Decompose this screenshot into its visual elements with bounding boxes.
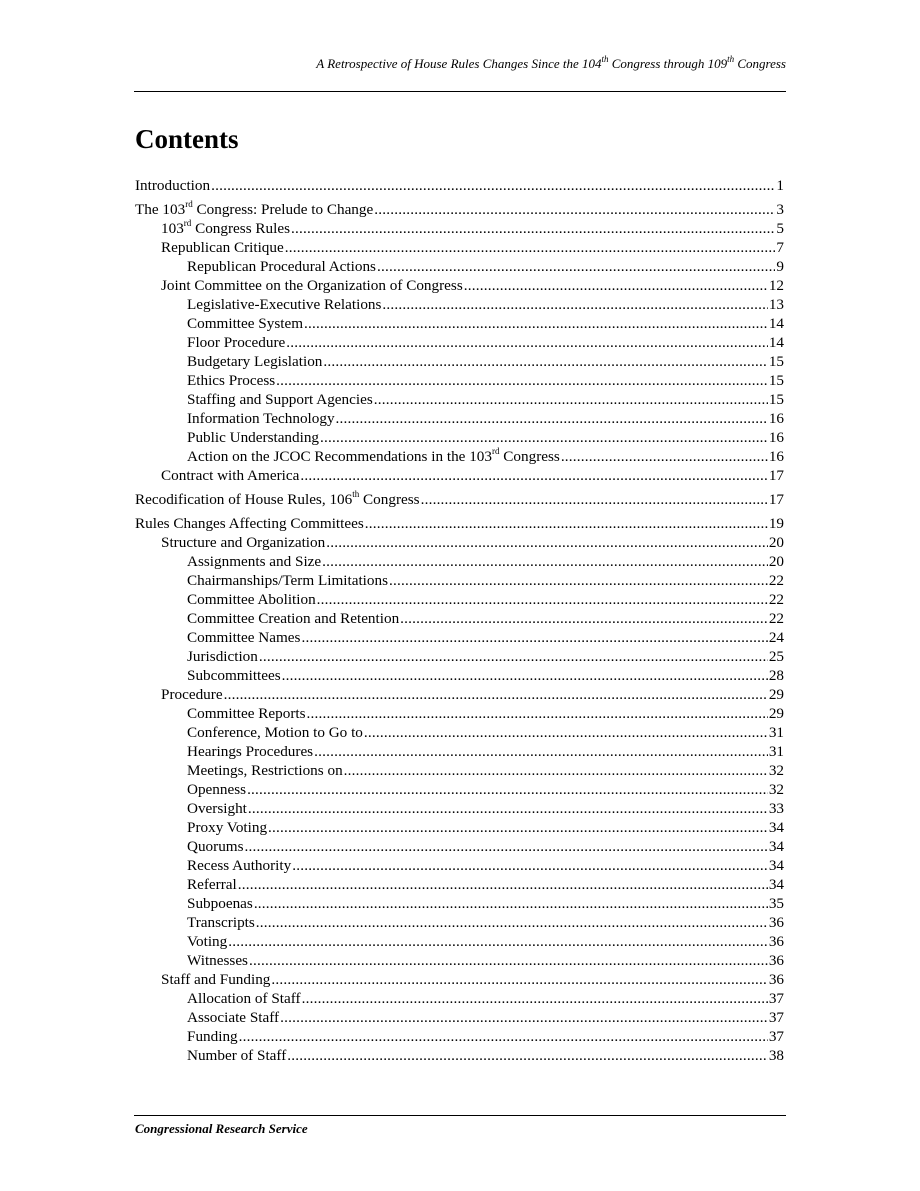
toc-entry-label bbox=[187, 780, 246, 799]
text-segment: 103 bbox=[161, 220, 184, 237]
toc-page-number: 12 bbox=[768, 277, 784, 294]
toc-page-number: 38 bbox=[768, 1047, 784, 1064]
toc-entry-label bbox=[187, 295, 381, 314]
text-segment: The 103 bbox=[135, 201, 186, 218]
dot-leader bbox=[300, 466, 767, 485]
toc-page-number: 15 bbox=[768, 391, 784, 408]
dot-leader bbox=[276, 371, 768, 390]
toc-entry[interactable] bbox=[135, 238, 784, 257]
toc-entry[interactable] bbox=[135, 200, 784, 219]
toc-page-number: 22 bbox=[768, 610, 784, 627]
toc-entry[interactable] bbox=[135, 856, 784, 875]
text-segment: Republican Critique bbox=[161, 239, 284, 256]
text-segment: Hearings Procedures bbox=[187, 743, 314, 760]
toc-entry[interactable] bbox=[135, 666, 784, 685]
dot-leader bbox=[314, 742, 768, 761]
toc-entry[interactable] bbox=[135, 799, 784, 818]
text-segment: Budgetary Legislation bbox=[187, 353, 323, 370]
toc-entry-label bbox=[187, 856, 291, 875]
dot-leader bbox=[271, 970, 767, 989]
toc-entry[interactable] bbox=[135, 913, 784, 932]
text-segment: Congress Rules bbox=[191, 220, 290, 237]
text-segment: Jurisdiction bbox=[187, 648, 258, 665]
toc-entry[interactable] bbox=[135, 875, 784, 894]
running-footer: Congressional Research Service bbox=[135, 1121, 308, 1136]
toc-entry-label bbox=[187, 894, 253, 913]
toc-entry-label bbox=[187, 571, 388, 590]
page-title: Contents bbox=[135, 124, 239, 154]
dot-leader bbox=[259, 647, 768, 666]
toc-page-number: 19 bbox=[768, 515, 784, 532]
toc-page-number: 35 bbox=[768, 895, 784, 912]
toc-page-number: 24 bbox=[768, 629, 784, 646]
toc-entry-label bbox=[187, 951, 248, 970]
toc-entry[interactable] bbox=[135, 894, 784, 913]
toc-entry-label bbox=[187, 1046, 286, 1065]
toc-entry-label bbox=[135, 176, 210, 195]
toc-page-number: 14 bbox=[768, 315, 784, 332]
toc-page-number: 36 bbox=[768, 914, 784, 931]
toc-entry[interactable] bbox=[135, 390, 784, 409]
toc-entry-label bbox=[187, 371, 275, 390]
text-segment: Floor Procedure bbox=[187, 334, 286, 351]
text-segment: Subpoenas bbox=[187, 895, 253, 912]
toc-entry-label bbox=[187, 609, 399, 628]
dot-leader bbox=[287, 1046, 768, 1065]
toc-entry[interactable] bbox=[135, 333, 784, 352]
toc-entry[interactable] bbox=[135, 628, 784, 647]
dot-leader bbox=[326, 533, 768, 552]
toc-page-number: 34 bbox=[768, 819, 784, 836]
dot-leader bbox=[364, 723, 768, 742]
dot-leader bbox=[292, 856, 768, 875]
toc-entry[interactable] bbox=[135, 1046, 784, 1065]
text-segment: Associate Staff bbox=[187, 1009, 280, 1026]
text-segment: Structure and Organization bbox=[161, 534, 326, 551]
toc-entry[interactable] bbox=[135, 514, 784, 533]
toc-entry-label bbox=[187, 352, 322, 371]
dot-leader bbox=[211, 176, 775, 195]
toc-entry-label bbox=[187, 647, 258, 666]
toc-entry[interactable] bbox=[135, 276, 784, 295]
toc-entry-label bbox=[187, 428, 319, 447]
toc-page-number: 29 bbox=[768, 705, 784, 722]
text-segment: Contract with America bbox=[161, 467, 300, 484]
toc-entry-label bbox=[135, 514, 364, 533]
toc-entry-label bbox=[161, 533, 325, 552]
toc-page-number: 16 bbox=[768, 429, 784, 446]
toc-entry-label bbox=[187, 333, 285, 352]
ordinal-suffix: rd bbox=[183, 217, 192, 228]
dot-leader bbox=[245, 837, 768, 856]
text-segment: Transcripts bbox=[187, 914, 255, 931]
toc-page-number: 37 bbox=[768, 1009, 784, 1026]
text-segment: Voting bbox=[187, 933, 228, 950]
toc-entry-label bbox=[187, 913, 255, 932]
dot-leader bbox=[285, 238, 776, 257]
toc-page-number: 5 bbox=[776, 220, 784, 237]
dot-leader bbox=[224, 685, 768, 704]
toc-entry-label bbox=[161, 238, 284, 257]
dot-leader bbox=[248, 799, 768, 818]
toc-page-number: 20 bbox=[768, 553, 784, 570]
dot-leader bbox=[280, 1008, 768, 1027]
toc-entry-label bbox=[161, 685, 223, 704]
toc-entry-label bbox=[187, 875, 237, 894]
dot-leader bbox=[238, 875, 768, 894]
toc-entry-label bbox=[187, 314, 303, 333]
dot-leader bbox=[239, 1027, 768, 1046]
toc-page-number: 1 bbox=[776, 177, 784, 194]
text-segment: Committee Reports bbox=[187, 705, 306, 722]
toc-page-number: 31 bbox=[768, 724, 784, 741]
toc-entry[interactable] bbox=[135, 761, 784, 780]
dot-leader bbox=[301, 628, 767, 647]
toc-entry-label bbox=[187, 818, 267, 837]
toc-page-number: 15 bbox=[768, 372, 784, 389]
toc-entry[interactable] bbox=[135, 723, 784, 742]
dot-leader bbox=[282, 666, 768, 685]
dot-leader bbox=[344, 761, 768, 780]
toc-entry-label bbox=[187, 799, 247, 818]
text-segment: Procedure bbox=[161, 686, 223, 703]
toc-entry[interactable] bbox=[135, 590, 784, 609]
toc-entry[interactable] bbox=[135, 552, 784, 571]
toc-page-number: 3 bbox=[776, 201, 784, 218]
toc-entry[interactable] bbox=[135, 447, 784, 466]
toc-entry-label bbox=[187, 837, 244, 856]
toc-page-number: 34 bbox=[768, 876, 784, 893]
dot-leader bbox=[382, 295, 767, 314]
toc-page-number: 15 bbox=[768, 353, 784, 370]
toc-entry[interactable] bbox=[135, 837, 784, 856]
dot-leader bbox=[400, 609, 768, 628]
running-header bbox=[135, 53, 786, 72]
dot-leader bbox=[286, 333, 768, 352]
toc-entry-label bbox=[161, 219, 290, 238]
text-segment: Rules Changes Affecting Committees bbox=[135, 515, 364, 532]
toc-entry[interactable] bbox=[135, 428, 784, 447]
text-segment: Openness bbox=[187, 781, 247, 798]
ordinal-suffix: th bbox=[601, 53, 609, 64]
text-segment: Legislative-Executive Relations bbox=[187, 296, 382, 313]
toc-entry[interactable] bbox=[135, 951, 784, 970]
toc-entry[interactable] bbox=[135, 704, 784, 723]
text-segment: Proxy Voting bbox=[187, 819, 268, 836]
toc-entry-label bbox=[161, 466, 299, 485]
toc-page-number: 20 bbox=[768, 534, 784, 551]
toc-entry[interactable] bbox=[135, 533, 784, 552]
dot-leader bbox=[317, 590, 768, 609]
toc-page-number: 36 bbox=[768, 971, 784, 988]
toc-page-number: 7 bbox=[776, 239, 784, 256]
dot-leader bbox=[307, 704, 768, 723]
text-segment: Public Understanding bbox=[187, 429, 320, 446]
toc-page-number: 17 bbox=[768, 491, 784, 508]
dot-leader bbox=[323, 352, 767, 371]
toc-entry-label bbox=[135, 200, 373, 219]
toc-entry-label bbox=[187, 409, 335, 428]
dot-leader bbox=[421, 490, 768, 509]
toc-page-number: 36 bbox=[768, 933, 784, 950]
toc-page-number: 22 bbox=[768, 572, 784, 589]
dot-leader bbox=[336, 409, 768, 428]
toc-entry-label bbox=[135, 490, 420, 509]
text-segment: Congress bbox=[359, 491, 420, 508]
toc-page-number: 22 bbox=[768, 591, 784, 608]
toc-entry-label bbox=[187, 723, 363, 742]
toc-entry-label bbox=[187, 989, 301, 1008]
text-segment: Staff and Funding bbox=[161, 971, 271, 988]
toc-page-number: 33 bbox=[768, 800, 784, 817]
dot-leader bbox=[228, 932, 768, 951]
toc-page-number: 37 bbox=[768, 990, 784, 1007]
dot-leader bbox=[377, 257, 775, 276]
text-segment: Recodification of House Rules, 106 bbox=[135, 491, 353, 508]
text-segment: Introduction bbox=[135, 177, 211, 194]
ordinal-suffix: th bbox=[352, 488, 360, 499]
toc-entry-label bbox=[187, 742, 313, 761]
toc-entry-label bbox=[187, 628, 300, 647]
dot-leader bbox=[291, 219, 775, 238]
toc-entry[interactable] bbox=[135, 1027, 784, 1046]
text-segment: Allocation of Staff bbox=[187, 990, 301, 1007]
toc-page-number: 16 bbox=[768, 410, 784, 427]
toc-page-number: 29 bbox=[768, 686, 784, 703]
text-segment: Ethics Process bbox=[187, 372, 276, 389]
dot-leader bbox=[365, 514, 768, 533]
text-segment: Conference, Motion to Go to bbox=[187, 724, 363, 741]
toc-page-number: 17 bbox=[768, 467, 784, 484]
text-segment: Quorums bbox=[187, 838, 244, 855]
toc-page-number: 31 bbox=[768, 743, 784, 760]
dot-leader bbox=[254, 894, 768, 913]
toc-entry-label bbox=[161, 276, 463, 295]
text-segment: Recess Authority bbox=[187, 857, 292, 874]
text-segment: Information Technology bbox=[187, 410, 335, 427]
dot-leader bbox=[389, 571, 768, 590]
dot-leader bbox=[464, 276, 768, 295]
toc-page-number: 34 bbox=[768, 857, 784, 874]
text-segment: Action on the JCOC Recommendations in the 103 bbox=[187, 448, 492, 465]
dot-leader bbox=[322, 552, 768, 571]
text-segment: Committee Abolition bbox=[187, 591, 316, 608]
toc-entry[interactable] bbox=[135, 176, 784, 195]
text-segment: Republican Procedural Actions bbox=[187, 258, 376, 275]
dot-leader bbox=[302, 989, 768, 1008]
toc-entry-label bbox=[187, 447, 560, 466]
text-segment: Chairmanships/Term Limitations bbox=[187, 572, 388, 589]
dot-leader bbox=[320, 428, 768, 447]
dot-leader bbox=[268, 818, 768, 837]
toc-entry[interactable] bbox=[135, 970, 784, 989]
toc-entry-label bbox=[187, 1008, 279, 1027]
text-segment: Congress through 109 bbox=[608, 56, 728, 71]
text-segment: Staffing and Support Agencies bbox=[187, 391, 373, 408]
toc-entry[interactable] bbox=[135, 466, 784, 485]
dot-leader bbox=[249, 951, 768, 970]
table-of-contents bbox=[135, 176, 784, 1065]
text-segment: A Retrospective of House Rules Changes Since the 104 bbox=[316, 56, 602, 71]
toc-entry[interactable] bbox=[135, 257, 784, 276]
toc-page-number: 36 bbox=[768, 952, 784, 969]
toc-page-number: 9 bbox=[776, 258, 784, 275]
text-segment: Committee System bbox=[187, 315, 304, 332]
text-segment: Congress bbox=[734, 56, 786, 71]
toc-entry-label bbox=[161, 970, 270, 989]
text-segment: Congress bbox=[499, 448, 560, 465]
toc-entry[interactable] bbox=[135, 742, 784, 761]
toc-entry[interactable] bbox=[135, 647, 784, 666]
toc-entry-label bbox=[187, 1027, 238, 1046]
text-segment: Funding bbox=[187, 1028, 238, 1045]
toc-entry-label bbox=[187, 552, 321, 571]
toc-entry-label bbox=[187, 761, 343, 780]
toc-entry[interactable] bbox=[135, 295, 784, 314]
toc-entry[interactable] bbox=[135, 989, 784, 1008]
text-segment: Congress: Prelude to Change bbox=[192, 201, 374, 218]
header-divider bbox=[134, 91, 786, 92]
toc-entry-label bbox=[187, 590, 316, 609]
toc-page-number: 13 bbox=[768, 296, 784, 313]
toc-entry-label bbox=[187, 390, 373, 409]
toc-page-number: 16 bbox=[768, 448, 784, 465]
toc-entry[interactable] bbox=[135, 490, 784, 509]
footer-divider bbox=[134, 1115, 786, 1116]
text-segment: Joint Committee on the Organization of Congress bbox=[161, 277, 463, 294]
toc-entry[interactable] bbox=[135, 818, 784, 837]
toc-page-number: 37 bbox=[768, 1028, 784, 1045]
toc-entry[interactable] bbox=[135, 314, 784, 333]
toc-entry-label bbox=[187, 932, 227, 951]
toc-entry[interactable] bbox=[135, 371, 784, 390]
text-segment: Witnesses bbox=[187, 952, 248, 969]
toc-entry[interactable] bbox=[135, 1008, 784, 1027]
toc-entry[interactable] bbox=[135, 352, 784, 371]
text-segment: Committee Creation and Retention bbox=[187, 610, 400, 627]
toc-entry[interactable] bbox=[135, 685, 784, 704]
dot-leader bbox=[374, 200, 775, 219]
ordinal-suffix: th bbox=[727, 53, 735, 64]
dot-leader bbox=[304, 314, 768, 333]
dot-leader bbox=[374, 390, 768, 409]
text-segment: Number of Staff bbox=[187, 1047, 287, 1064]
text-segment: Committee Names bbox=[187, 629, 301, 646]
toc-entry[interactable] bbox=[135, 219, 784, 238]
toc-page-number: 14 bbox=[768, 334, 784, 351]
toc-entry-label bbox=[187, 704, 306, 723]
text-segment: Oversight bbox=[187, 800, 247, 817]
ordinal-suffix: rd bbox=[491, 445, 500, 456]
text-segment: Referral bbox=[187, 876, 237, 893]
toc-page-number: 32 bbox=[768, 781, 784, 798]
toc-entry[interactable] bbox=[135, 409, 784, 428]
dot-leader bbox=[256, 913, 768, 932]
text-segment: Meetings, Restrictions on bbox=[187, 762, 343, 779]
toc-entry[interactable] bbox=[135, 780, 784, 799]
toc-entry[interactable] bbox=[135, 609, 784, 628]
toc-entry-label bbox=[187, 257, 376, 276]
dot-leader bbox=[561, 447, 768, 466]
ordinal-suffix: rd bbox=[185, 198, 193, 209]
toc-page-number: 34 bbox=[768, 838, 784, 855]
text-segment: Subcommittees bbox=[187, 667, 281, 684]
toc-page-number: 25 bbox=[768, 648, 784, 665]
dot-leader bbox=[247, 780, 768, 799]
toc-page-number: 28 bbox=[768, 667, 784, 684]
toc-entry[interactable] bbox=[135, 571, 784, 590]
text-segment: Assignments and Size bbox=[187, 553, 322, 570]
toc-page-number: 32 bbox=[768, 762, 784, 779]
toc-entry[interactable] bbox=[135, 932, 784, 951]
toc-entry-label bbox=[187, 666, 281, 685]
